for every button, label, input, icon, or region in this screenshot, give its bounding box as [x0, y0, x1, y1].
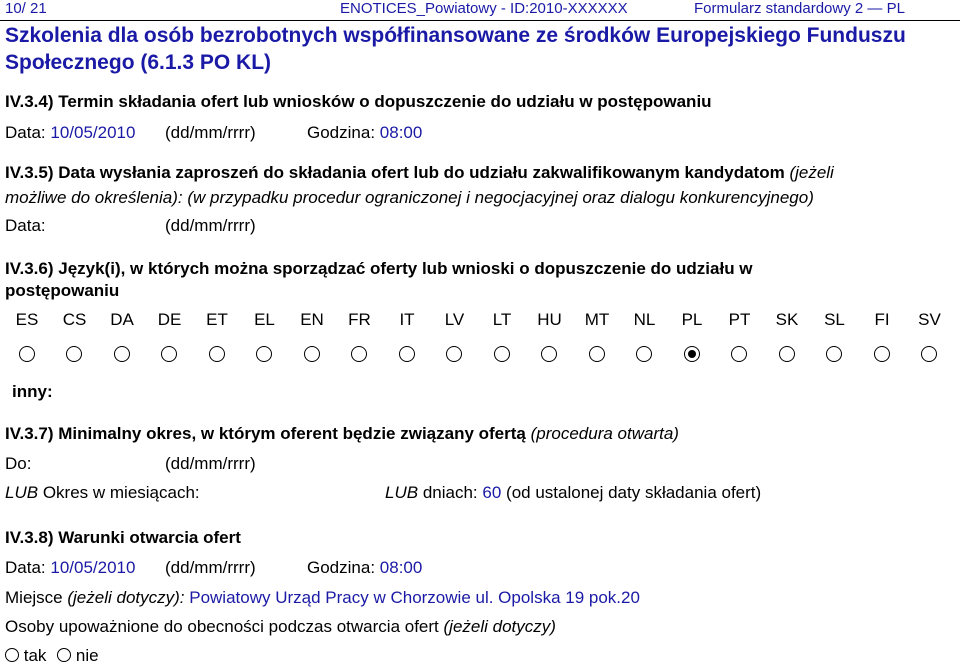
language-radio-et[interactable] [209, 346, 225, 362]
section-4-date [5, 123, 135, 143]
language-radio-el[interactable] [256, 346, 272, 362]
time-label: Godzina: [307, 558, 376, 577]
document-title: Szkolenia dla osób bezrobotnych współfinansowane ze środków Europejskiego Funduszu Społecznego (6.1.3 PO KL) [5, 24, 906, 74]
section-8-date-format: (dd/mm/rrrr) [165, 558, 256, 577]
language-code-fi: FI [874, 310, 890, 329]
section-5-date-format: (dd/mm/rrrr) [165, 216, 256, 235]
language-radio-hu[interactable] [541, 346, 557, 362]
language-code-fr: FR [348, 310, 371, 329]
section-5-heading-italic: (jeżeli [789, 163, 834, 182]
no-label: nie [75, 646, 99, 665]
language-radio-es[interactable] [19, 346, 35, 362]
language-radio-sk[interactable] [779, 346, 795, 362]
yes-label: tak [23, 646, 47, 665]
months-label: Okres w miesiącach: [42, 483, 200, 502]
language-code-en: EN [300, 310, 324, 329]
section-5-line2: możliwe do określenia): (w przypadku procedur ograniczonej i negocjacyjnej oraz dialogu konkurencyjnego) [5, 188, 814, 207]
date-format: (dd/mm/rrrr) [165, 123, 256, 142]
section-7-heading-italic: (procedura otwarta) [530, 424, 679, 443]
language-radio-de[interactable] [161, 346, 177, 362]
language-radio-sv[interactable] [921, 346, 937, 362]
language-radio-mt[interactable] [589, 346, 605, 362]
section-5-heading [5, 163, 834, 183]
page-number: 10/ 21 [5, 0, 47, 17]
days-value: 60 [482, 483, 502, 502]
language-radio-lv[interactable] [446, 346, 462, 362]
language-radio-fi[interactable] [874, 346, 890, 362]
language-radio-fr[interactable] [351, 346, 367, 362]
section-8-time [307, 558, 422, 578]
language-radio-da[interactable] [114, 346, 130, 362]
language-code-sl: SL [824, 310, 845, 329]
time-value: 08:00 [379, 123, 423, 142]
days-label: dniach: [422, 483, 478, 502]
to-date-format: (dd/mm/rrrr) [165, 454, 256, 473]
language-code-es: ES [15, 310, 39, 329]
persons-label: Osoby upoważnione do obecności podczas otwarcia ofert [5, 617, 439, 636]
language-code-hu: HU [537, 310, 562, 329]
language-code-mt: MT [584, 310, 610, 329]
language-radio-pl[interactable] [684, 346, 700, 362]
language-code-nl: NL [633, 310, 656, 329]
language-radio-en[interactable] [304, 346, 320, 362]
form-name: Formularz standardowy 2 — PL [694, 0, 905, 17]
place-italic: (jeżeli dotyczy): [67, 588, 185, 607]
no-radio[interactable] [57, 648, 71, 662]
days-field [385, 483, 761, 503]
section-6-heading-line2: postępowaniu [5, 281, 120, 300]
persons-options [5, 646, 99, 666]
place-value: Powiatowy Urząd Pracy w Chorzowie ul. Opolska 19 pok.20 [189, 588, 640, 607]
language-codes [0, 310, 960, 332]
language-radio-nl[interactable] [636, 346, 652, 362]
language-radio-sl[interactable] [826, 346, 842, 362]
months-field [5, 483, 200, 503]
lub-label: LUB [385, 483, 419, 502]
language-code-cs: CS [62, 310, 87, 329]
language-code-sk: SK [775, 310, 799, 329]
lub-label: LUB [5, 483, 39, 502]
date-value: 10/05/2010 [50, 558, 136, 577]
section-7-heading [5, 424, 679, 444]
to-label: Do: [5, 454, 32, 473]
section-4-heading: IV.3.4) Termin składania ofert lub wniosków o dopuszczenie do udziału w postępowaniu [5, 92, 712, 111]
section-8-heading: IV.3.8) Warunki otwarcia ofert [5, 528, 241, 547]
language-code-et: ET [206, 310, 228, 329]
language-radio-it[interactable] [399, 346, 415, 362]
language-code-it: IT [399, 310, 415, 329]
persons-italic: (jeżeli dotyczy) [443, 617, 556, 636]
language-code-pt: PT [728, 310, 751, 329]
language-radios [0, 346, 960, 366]
language-code-da: DA [110, 310, 134, 329]
date-label: Data: [5, 558, 46, 577]
section-6-heading-line1: IV.3.6) Język(i), w których można sporządzać oferty lub wnioski o dopuszczenie do udziału w [5, 259, 753, 278]
language-radio-pt[interactable] [731, 346, 747, 362]
header-divider [0, 20, 960, 21]
days-suffix: (od ustalonej daty składania ofert) [506, 483, 762, 502]
other-language-label: inny: [12, 382, 53, 401]
language-radio-lt[interactable] [494, 346, 510, 362]
section-7-heading-text: IV.3.7) Minimalny okres, w którym oferent będzie związany ofertą [5, 424, 526, 443]
language-code-pl: PL [681, 310, 703, 329]
language-code-de: DE [157, 310, 182, 329]
time-value: 08:00 [379, 558, 423, 577]
section-8-place [5, 588, 640, 608]
language-code-lt: LT [492, 310, 512, 329]
yes-radio[interactable] [5, 648, 19, 662]
time-label: Godzina: [307, 123, 376, 142]
language-code-el: EL [254, 310, 275, 329]
place-label: Miejsce [5, 588, 63, 607]
language-code-sv: SV [918, 310, 941, 329]
language-code-lv: LV [444, 310, 465, 329]
section-8-date [5, 558, 135, 578]
section-4-time [307, 123, 422, 143]
section-5-heading-text: IV.3.5) Data wysłania zaproszeń do składania ofert lub do udziału zakwalifikowanym kandydatom [5, 163, 785, 182]
date-value: 10/05/2010 [50, 123, 136, 142]
section-5-date-label: Data: [5, 216, 46, 235]
notice-id: ENOTICES_Powiatowy - ID:2010-XXXXXX [340, 0, 628, 17]
section-8-persons [5, 617, 556, 637]
date-label: Data: [5, 123, 46, 142]
language-radio-cs[interactable] [66, 346, 82, 362]
